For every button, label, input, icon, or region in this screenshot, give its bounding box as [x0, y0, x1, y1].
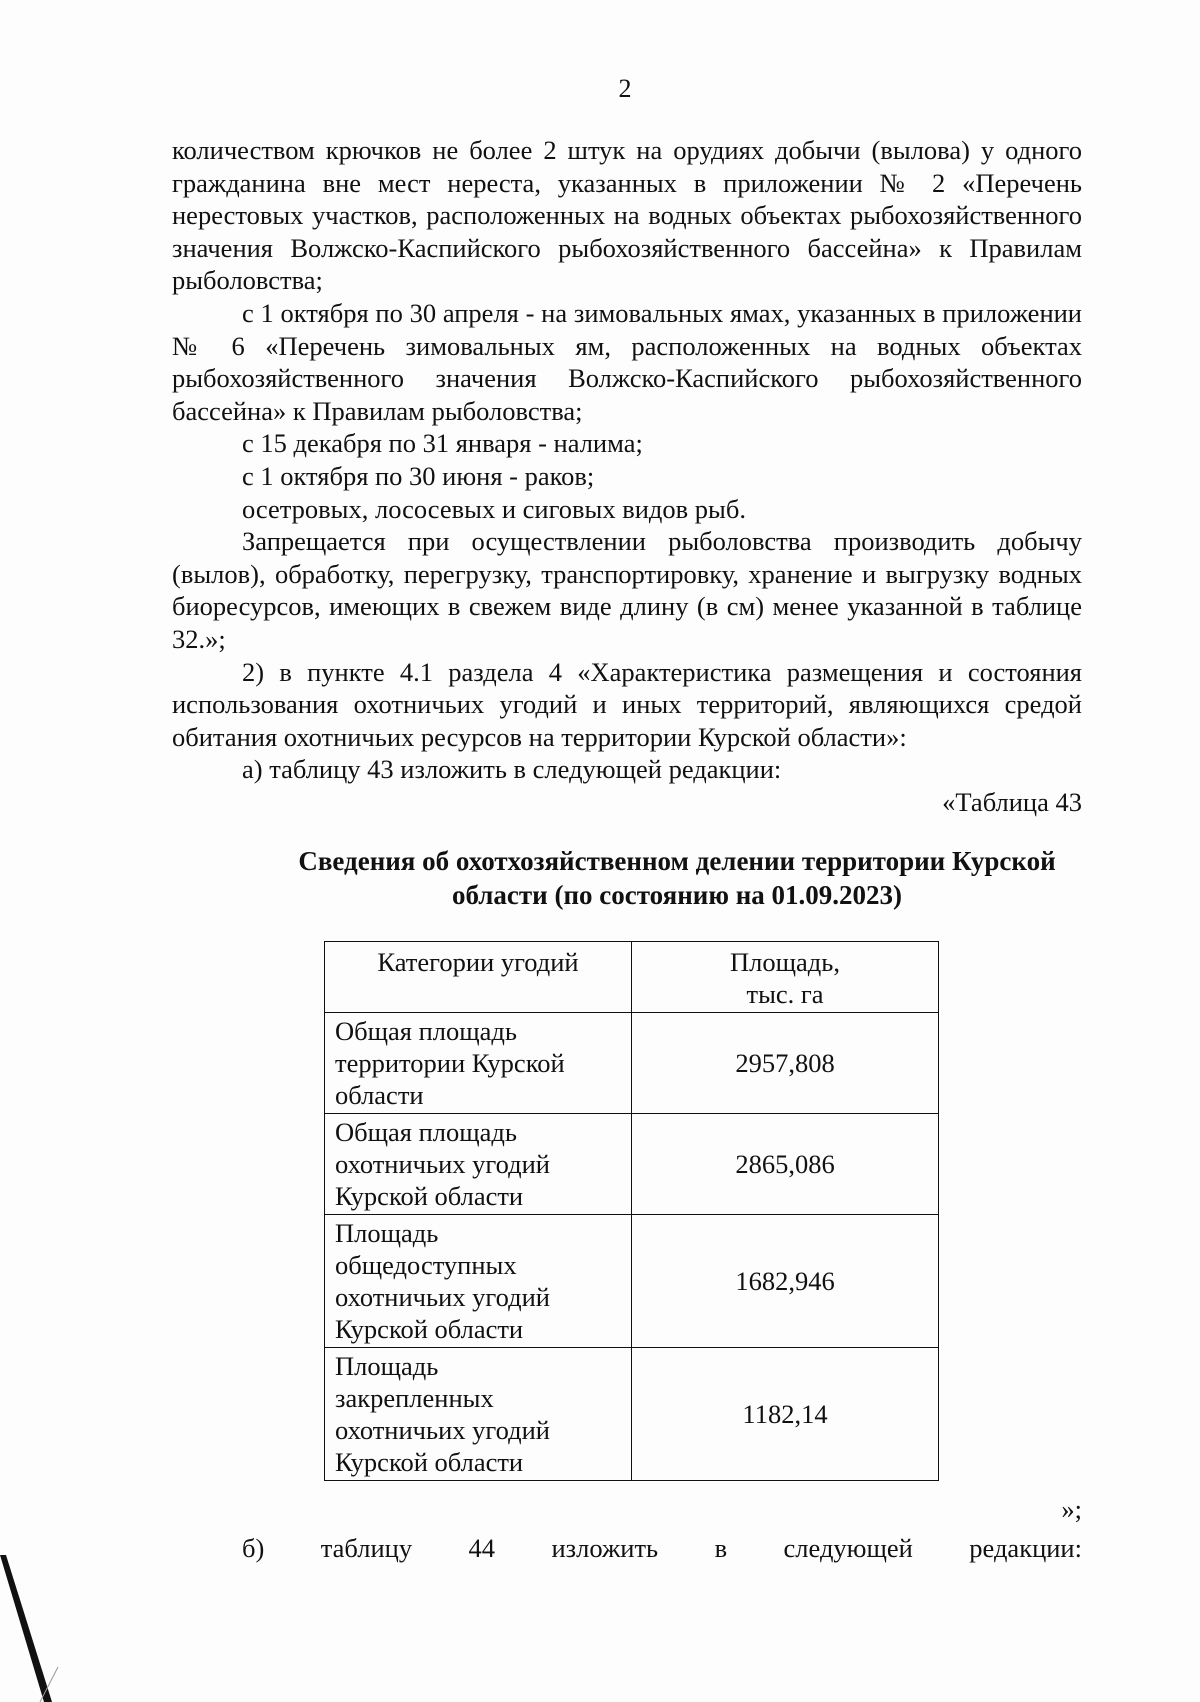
row-category: Общая площадь территории Курской области — [325, 1013, 632, 1114]
word: таблицу — [320, 1533, 413, 1563]
row-area: 2865,086 — [632, 1114, 939, 1215]
paragraph-crayfish: с 1 октября по 30 июня - раков; — [242, 460, 595, 491]
table-title — [172, 844, 1182, 912]
header-area: Площадь, тыс. га — [632, 942, 939, 1013]
row-area: 2957,808 — [632, 1013, 939, 1114]
row-area: 1682,946 — [632, 1215, 939, 1348]
paragraph-burbot: с 15 декабря по 31 января - налима; — [242, 428, 643, 459]
table-row — [325, 1114, 939, 1215]
table-title-line: области (по состоянию на 01.09.2023) — [451, 880, 903, 910]
paragraph-prohibition: Запрещается при осуществлении рыболовства производить добычу (вылов), обработку, перегрузку, транспортировку, хранение и выгрузку водных биоресурсов, имеющих в свежем виде длину (в см) менее указанной в таблице 32.»; — [172, 526, 1082, 654]
body-text — [172, 134, 1082, 818]
table-row — [325, 1348, 939, 1481]
paragraph-table-44-intro — [242, 1532, 1082, 1564]
table-label: «Таблица 43 — [942, 786, 1082, 817]
scan-edge-artifact — [0, 1555, 60, 1702]
paragraph-hooks-continuation: количеством крючков не более 2 штук на орудиях добычи (вылова) у одного гражданина вне мест нереста, указанных в приложении № 2 «Перечень нерестовых участков, расположенных на водных объектах рыбохозяйственного значения Волжско-Каспийского рыбохозяйственного бассейна» к Правилам рыболовства; — [172, 135, 1082, 296]
paragraph-wintering-pits: с 1 октября по 30 апреля - на зимовальных ямах, указанных в приложении № 6 «Перечень зимовальных ям, расположенных на водных объектах рыбохозяйственного значения Волжско-Каспийского рыбохозяйственного бассейна» к Правилам рыболовства; — [172, 297, 1082, 426]
table-row — [325, 1013, 939, 1114]
word: в — [714, 1533, 728, 1563]
paragraph-sturgeon: осетровых, лососевых и сиговых видов рыб. — [242, 493, 746, 524]
header-category: Категории угодий — [325, 942, 632, 1013]
table-header-row — [325, 942, 939, 1013]
row-category: Площадь закрепленных охотничьих угодий Курской области — [325, 1348, 632, 1481]
page-number: 2 — [618, 74, 632, 103]
hunting-grounds-table — [324, 941, 939, 1481]
row-category: Общая площадь охотничьих угодий Курской области — [325, 1114, 632, 1215]
row-area: 1182,14 — [632, 1348, 939, 1481]
word: б) — [242, 1533, 265, 1563]
word: изложить — [551, 1533, 659, 1563]
paragraph-section-4-1: 2) в пункте 4.1 раздела 4 «Характеристика размещения и состояния использования охотничьих угодий и иных территорий, являющихся средой обитания охотничьих ресурсов на территории Курской области»: — [172, 656, 1082, 752]
word: следующей — [783, 1533, 913, 1563]
paragraph-table-43-intro: а) таблицу 43 изложить в следующей редакции: — [242, 754, 782, 785]
closing-quote: »; — [1061, 1494, 1082, 1524]
table-title-line: Сведения об охотхозяйственном делении территории Курской — [298, 846, 1056, 876]
table-row — [325, 1215, 939, 1348]
word: редакции: — [969, 1533, 1082, 1563]
row-category: Площадь общедоступных охотничьих угодий Курской области — [325, 1215, 632, 1348]
word: 44 — [468, 1533, 496, 1563]
